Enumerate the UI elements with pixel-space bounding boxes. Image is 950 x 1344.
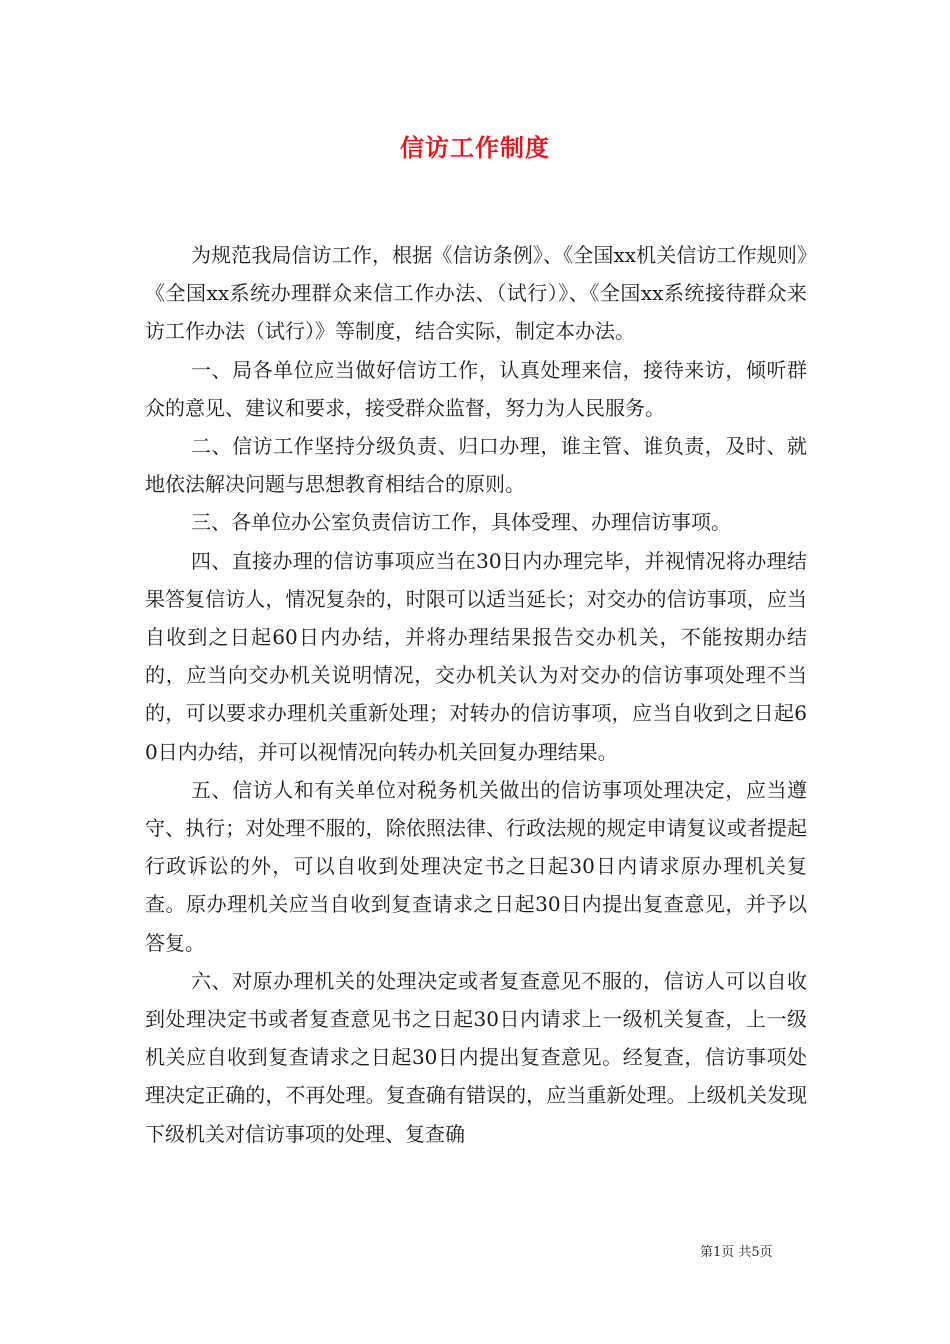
paragraph-article-2: 二、信访工作坚持分级负责、归口办理，谁主管、谁负责，及时、就地依法解决问题与思想教育相结合的原则。 xyxy=(145,434,807,497)
paragraph-article-6: 六、对原办理机关的处理决定或者复查意见不服的，信访人可以自收到处理决定书或者复查意见书之日起30日内请求上一级机关复查，上一级机关应自收到复查请求之日起30日内提出复查意见。经复查，信访事项处理决定正确的，不再处理。复查确有错误的，应当重新处理。上级机关发现下级机关对信访事项的处理、复查确 xyxy=(145,968,807,1146)
document-body xyxy=(145,236,807,1153)
document-title: 信访工作制度 xyxy=(400,133,550,162)
paragraph-article-1: 一、局各单位应当做好信访工作，认真处理来信，接待来访，倾听群众的意见、建议和要求，接受群众监督，努力为人民服务。 xyxy=(145,357,807,420)
paragraph-article-5: 五、信访人和有关单位对税务机关做出的信访事项处理决定，应当遵守、执行；对处理不服的，除依照法律、行政法规的规定申请复议或者提起行政诉讼的外，可以自收到处理决定书之日起30日内请求原办理机关复查。原办理机关应当自收到复查请求之日起30日内提出复查意见，并予以答复。 xyxy=(145,777,807,955)
paragraph-preamble: 为规范我局信访工作，根据《信访条例》、《全国xx机关信访工作规则》《全国xx系统办理群众来信工作办法、（试行）》、《全国xx系统接待群众来访工作办法（试行）》等制度，结合实际，制定本办法。 xyxy=(145,243,807,344)
paragraph-article-4: 四、直接办理的信访事项应当在30日内办理完毕，并视情况将办理结果答复信访人，情况复杂的，时限可以适当延长；对交办的信访事项，应当自收到之日起60日内办结，并将办理结果报告交办机关，不能按期办结的，应当向交办机关说明情况，交办机关认为对交办的信访事项处理不当的，可以要求办理机关重新处理；对转办的信访事项，应当自收到之日起60日内办结，并可以视情况向转办机关回复办理结果。 xyxy=(145,548,807,764)
paragraph-article-3: 三、各单位办公室负责信访工作，具体受理、办理信访事项。 xyxy=(191,510,731,535)
page-number-footer: 第1页 共5页 xyxy=(700,1245,773,1260)
